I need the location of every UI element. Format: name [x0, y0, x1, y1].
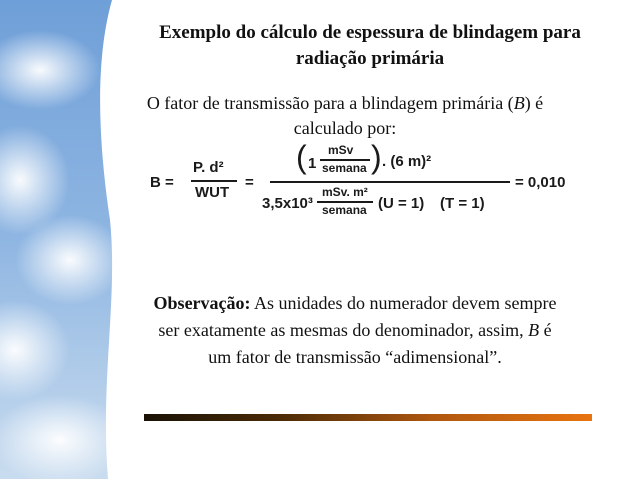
formula-lhs: B =: [150, 174, 174, 191]
frac1-denominator: WUT: [195, 184, 230, 201]
frac1-bar: [191, 180, 237, 182]
intro-text-b: ) é: [524, 93, 544, 113]
title-line-1: Exemplo do cálculo de espessura de blindagem para: [159, 22, 581, 43]
intro-paragraph: [110, 91, 580, 141]
num-open-paren: (: [296, 139, 307, 175]
den-unit-top: mSv. m²: [322, 185, 368, 199]
decorative-gradient-bar: [144, 414, 592, 421]
num-one: 1: [308, 155, 317, 172]
den-unit-bottom: semana: [322, 203, 367, 217]
num-unit-bottom: semana: [322, 161, 367, 175]
observation-text-1: As unidades do numerador devem sempre: [250, 293, 557, 313]
formula-equals: =: [245, 174, 254, 191]
frac1-numerator: P. d²: [193, 159, 224, 176]
observation-line-2: [112, 317, 598, 344]
observation-line-1: [112, 290, 598, 317]
observation-text-2b: é: [539, 320, 552, 340]
den-T: (T = 1): [440, 195, 485, 212]
observation-line-3: um fator de transmissão “adimensional”.: [208, 347, 502, 367]
num-unit-top: mSv: [328, 143, 354, 157]
transmission-formula: [150, 139, 590, 220]
den-U: (U = 1): [378, 195, 425, 212]
observation-text-2a: ser exatamente as mesmas do denominador, assim,: [158, 320, 529, 340]
intro-variable: B: [513, 93, 525, 113]
den-coefficient: 3,5x10³: [262, 195, 313, 212]
observation-label: Observação:: [153, 293, 251, 313]
intro-line-1: [110, 91, 580, 116]
num-close-paren: ): [371, 139, 382, 175]
main-fraction-bar: [270, 181, 510, 183]
observation-paragraph: [112, 290, 598, 371]
observation-variable: B: [528, 320, 540, 340]
formula-result: = 0,010: [515, 174, 566, 191]
title-line-2: radiação primária: [295, 48, 445, 69]
num-rest: . (6 m)²: [382, 153, 432, 170]
intro-text-a: O fator de transmissão para a blindagem primária (: [146, 93, 514, 113]
intro-line-2: calculado por:: [293, 118, 397, 138]
slide-title: [110, 20, 630, 72]
